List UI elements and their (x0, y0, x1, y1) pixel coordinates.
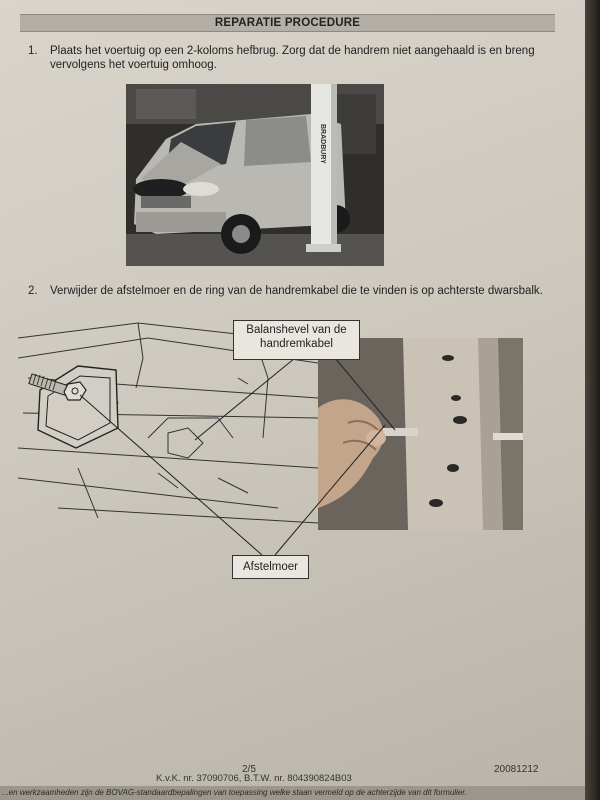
terms-footer-line: ...en werkzaamheden zijn de BOVAG-standaardbepalingen van toepassing welke staan vermeld op de achterzijde van dit formulier. (0, 786, 585, 800)
section-header: REPARATIE PROCEDURE (20, 14, 555, 32)
van-on-lift-photo (126, 84, 384, 266)
callout-balance-lever: Balanshevel van de handremkabel (233, 320, 360, 360)
lift-brand-label: BRADBURY (319, 124, 326, 164)
step-1-number: 1. (28, 45, 38, 57)
step-2-text: Verwijder de afstelmoer en de ring van de handremkabel die te vinden is op achterste dwarsbalk. (50, 285, 543, 297)
page-edge-shadow (585, 0, 600, 800)
registration-numbers: K.v.K. nr. 37090706, B.T.W. nr. 804390824B03 (156, 773, 352, 784)
step-1-text: Plaats het voertuig op een 2-koloms hefbrug. Zorg dat de handrem niet aangehaald is en breng vervolgens het voertuig omhoog. (50, 45, 535, 71)
callout-adjusting-nut: Afstelmoer (232, 555, 309, 579)
page-number: 2/5 (242, 764, 256, 775)
crossbeam-closeup-photo (318, 338, 523, 530)
step-2-number: 2. (28, 285, 38, 297)
document-date: 20081212 (494, 764, 539, 775)
